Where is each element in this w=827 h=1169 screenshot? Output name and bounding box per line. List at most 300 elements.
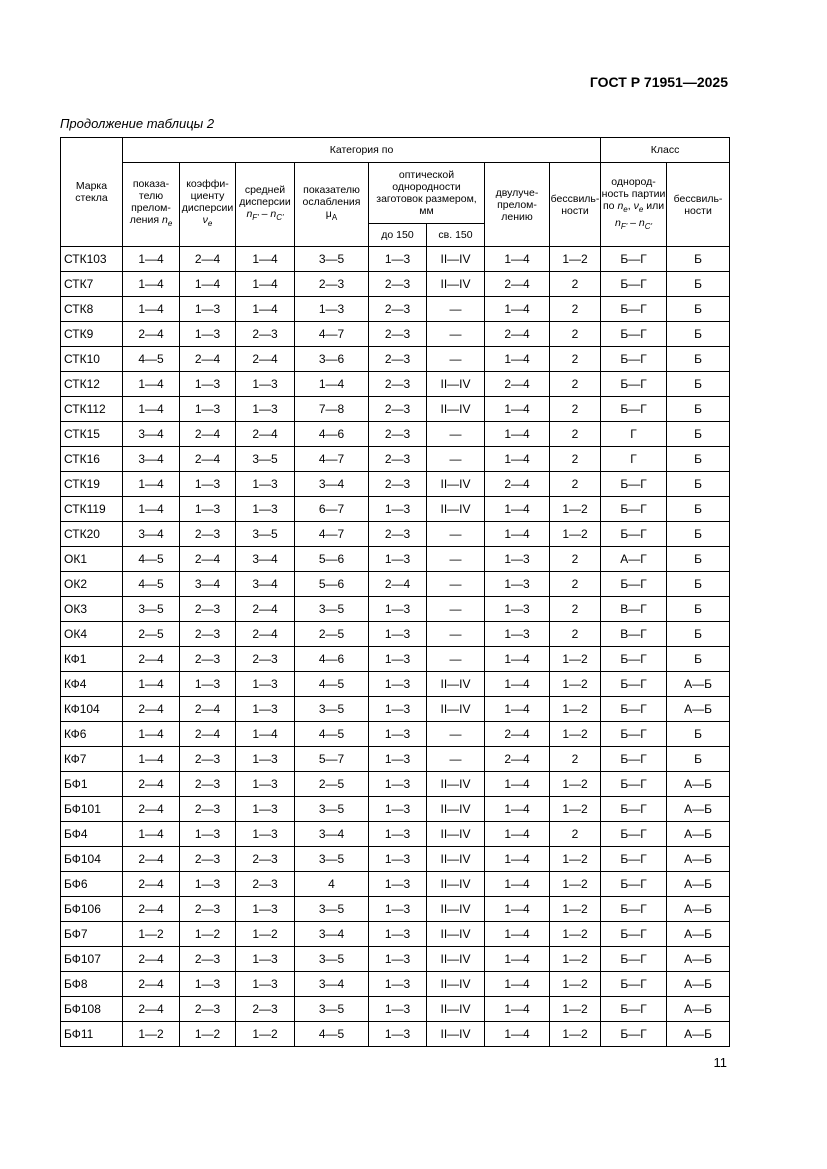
table-cell: 1—4 bbox=[485, 697, 550, 722]
table-cell: 1—3 bbox=[236, 797, 295, 822]
table-cell: 1—2 bbox=[550, 697, 601, 722]
table-cell: 1—3 bbox=[369, 847, 427, 872]
table-cell: 1—2 bbox=[550, 522, 601, 547]
table-cell: — bbox=[427, 622, 485, 647]
table-cell: Б bbox=[667, 497, 730, 522]
table-cell: 2—3 bbox=[369, 522, 427, 547]
table-cell: Б bbox=[667, 472, 730, 497]
table-cell: 4—7 bbox=[295, 447, 369, 472]
table-cell: 2—4 bbox=[123, 847, 180, 872]
table-cell: 1—4 bbox=[180, 272, 236, 297]
table-cell: 3—5 bbox=[295, 247, 369, 272]
header-optical-homogeneity: оптической однородности заготовок размером, мм bbox=[369, 163, 485, 224]
table-cell: 1—4 bbox=[485, 822, 550, 847]
header-attenuation: показателю ослабления $\mu_A$ bbox=[295, 163, 369, 247]
table-cell: Б bbox=[667, 722, 730, 747]
glass-brand-cell: БФ108 bbox=[61, 997, 123, 1022]
table-row bbox=[61, 697, 730, 722]
table-cell: 3—5 bbox=[295, 897, 369, 922]
header-class-group: Класс bbox=[601, 138, 730, 163]
table-cell: 1—2 bbox=[123, 1022, 180, 1047]
table-cell: Г bbox=[601, 422, 667, 447]
header-up-to-150: до 150 bbox=[369, 224, 427, 247]
table-cell: 3—5 bbox=[295, 997, 369, 1022]
glass-brand-cell: СТК16 bbox=[61, 447, 123, 472]
table-cell: 1—3 bbox=[236, 672, 295, 697]
table-row bbox=[61, 897, 730, 922]
table-cell: 2—4 bbox=[485, 747, 550, 772]
table-cell: 2 bbox=[550, 272, 601, 297]
header-dispersion-coefficient: коэффициенту дисперсии $\nu_e$ bbox=[180, 163, 236, 247]
table-cell: 2—4 bbox=[180, 422, 236, 447]
table-cell: Б bbox=[667, 597, 730, 622]
glass-brand-cell: СТК10 bbox=[61, 347, 123, 372]
table-cell: Б—Г bbox=[601, 522, 667, 547]
table-cell: — bbox=[427, 522, 485, 547]
table-cell: 2—3 bbox=[369, 397, 427, 422]
table-cell: 1—2 bbox=[550, 647, 601, 672]
table-row bbox=[61, 247, 730, 272]
table-cell: 2 bbox=[550, 297, 601, 322]
glass-brand-cell: БФ8 bbox=[61, 972, 123, 997]
table-cell: 1—3 bbox=[236, 397, 295, 422]
table-row bbox=[61, 447, 730, 472]
table-cell: 1—4 bbox=[236, 297, 295, 322]
table-cell: Б bbox=[667, 422, 730, 447]
table-cell: Б bbox=[667, 297, 730, 322]
table-row bbox=[61, 397, 730, 422]
table-cell: 2—3 bbox=[369, 297, 427, 322]
table-cell: 1—4 bbox=[485, 672, 550, 697]
table-cell: II—IV bbox=[427, 472, 485, 497]
glass-brand-cell: КФ7 bbox=[61, 747, 123, 772]
table-cell: 2—4 bbox=[236, 422, 295, 447]
table-cell: 2—3 bbox=[180, 772, 236, 797]
table-cell: 1—2 bbox=[550, 722, 601, 747]
table-row bbox=[61, 347, 730, 372]
table-cell: — bbox=[427, 322, 485, 347]
table-cell: Б—Г bbox=[601, 572, 667, 597]
table-cell: 1—4 bbox=[123, 822, 180, 847]
table-cell: 1—3 bbox=[485, 597, 550, 622]
table-cell: II—IV bbox=[427, 997, 485, 1022]
table-cell: 1—3 bbox=[369, 722, 427, 747]
table-cell: 4—5 bbox=[123, 547, 180, 572]
glass-brand-cell: СТК103 bbox=[61, 247, 123, 272]
table-row bbox=[61, 322, 730, 347]
table-cell: 1—3 bbox=[180, 972, 236, 997]
table-cell: 2—3 bbox=[369, 272, 427, 297]
table-cell: А—Б bbox=[667, 872, 730, 897]
table-cell: 1—3 bbox=[369, 897, 427, 922]
table-cell: II—IV bbox=[427, 847, 485, 872]
table-cell: Б bbox=[667, 372, 730, 397]
table-cell: Б bbox=[667, 447, 730, 472]
table-cell: 3—5 bbox=[295, 847, 369, 872]
table-body bbox=[61, 247, 730, 1047]
table-cell: 3—4 bbox=[236, 547, 295, 572]
header-birefringence: двулучепреломлению bbox=[485, 163, 550, 247]
table-cell: 5—6 bbox=[295, 547, 369, 572]
table-cell: 2—3 bbox=[180, 997, 236, 1022]
table-cell: А—Б bbox=[667, 1022, 730, 1047]
table-cell: 2 bbox=[550, 447, 601, 472]
table-cell: 1—4 bbox=[485, 772, 550, 797]
table-cell: 1—4 bbox=[123, 397, 180, 422]
table-cell: 1—2 bbox=[550, 797, 601, 822]
table-row bbox=[61, 997, 730, 1022]
table-cell: 4—5 bbox=[123, 347, 180, 372]
table-row bbox=[61, 572, 730, 597]
table-cell: 1—3 bbox=[236, 472, 295, 497]
table-cell: II—IV bbox=[427, 972, 485, 997]
table-row bbox=[61, 947, 730, 972]
table-cell: 2—3 bbox=[236, 997, 295, 1022]
table-cell: 2—3 bbox=[180, 597, 236, 622]
table-cell: Б—Г bbox=[601, 372, 667, 397]
table-cell: А—Б bbox=[667, 997, 730, 1022]
table-cell: 1—3 bbox=[236, 972, 295, 997]
table-cell: 1—3 bbox=[180, 322, 236, 347]
table-row bbox=[61, 622, 730, 647]
table-cell: 1—3 bbox=[485, 572, 550, 597]
table-cell: 3—4 bbox=[295, 472, 369, 497]
table-cell: 1—4 bbox=[123, 272, 180, 297]
table-row bbox=[61, 297, 730, 322]
table-row bbox=[61, 597, 730, 622]
glass-brand-cell: БФ106 bbox=[61, 897, 123, 922]
table-cell: 2—3 bbox=[236, 322, 295, 347]
table-cell: — bbox=[427, 347, 485, 372]
table-cell: II—IV bbox=[427, 372, 485, 397]
table-cell: 1—2 bbox=[550, 772, 601, 797]
table-cell: 1—2 bbox=[550, 672, 601, 697]
table-cell: 2 bbox=[550, 822, 601, 847]
table-row bbox=[61, 1022, 730, 1047]
table-cell: 1—4 bbox=[123, 372, 180, 397]
glass-brand-cell: СТК112 bbox=[61, 397, 123, 422]
table-cell: 2—4 bbox=[123, 997, 180, 1022]
table-cell: 1—4 bbox=[485, 247, 550, 272]
table-cell: 2—3 bbox=[369, 422, 427, 447]
table-cell: 1—4 bbox=[485, 1022, 550, 1047]
table-cell: 1—4 bbox=[123, 247, 180, 272]
glass-brand-cell: КФ6 bbox=[61, 722, 123, 747]
table-cell: 1—4 bbox=[485, 447, 550, 472]
glass-brand-cell: СТК20 bbox=[61, 522, 123, 547]
table-cell: 4—5 bbox=[123, 572, 180, 597]
table-cell: Б—Г bbox=[601, 497, 667, 522]
table-cell: Б—Г bbox=[601, 747, 667, 772]
table-cell: 1—2 bbox=[550, 922, 601, 947]
glass-brand-cell: КФ4 bbox=[61, 672, 123, 697]
table-cell: Б—Г bbox=[601, 822, 667, 847]
table-cell: 2—4 bbox=[123, 647, 180, 672]
table-cell: 3—5 bbox=[295, 597, 369, 622]
table-cell: 1—4 bbox=[123, 747, 180, 772]
glass-brand-cell: СТК8 bbox=[61, 297, 123, 322]
table-row bbox=[61, 822, 730, 847]
table-cell: 1—3 bbox=[180, 397, 236, 422]
table-cell: 1—3 bbox=[369, 1022, 427, 1047]
glass-brand-cell: СТК19 bbox=[61, 472, 123, 497]
table-row bbox=[61, 672, 730, 697]
glass-brand-cell: БФ104 bbox=[61, 847, 123, 872]
table-cell: 2—4 bbox=[236, 622, 295, 647]
table-cell: 3—4 bbox=[123, 447, 180, 472]
table-cell: 1—4 bbox=[236, 247, 295, 272]
glass-brand-cell: ОК4 bbox=[61, 622, 123, 647]
table-cell: 1—3 bbox=[236, 372, 295, 397]
table-cell: 2—4 bbox=[123, 322, 180, 347]
glass-brand-cell: БФ4 bbox=[61, 822, 123, 847]
header-over-150: св. 150 bbox=[427, 224, 485, 247]
table-cell: 1—4 bbox=[485, 497, 550, 522]
table-cell: А—Б bbox=[667, 697, 730, 722]
table-cell: Б—Г bbox=[601, 947, 667, 972]
table-cell: II—IV bbox=[427, 822, 485, 847]
glass-brand-cell: БФ1 bbox=[61, 772, 123, 797]
table-cell: 3—5 bbox=[236, 522, 295, 547]
table-cell: II—IV bbox=[427, 922, 485, 947]
table-cell: 1—3 bbox=[236, 772, 295, 797]
table-cell: II—IV bbox=[427, 672, 485, 697]
table-cell: 2—4 bbox=[180, 447, 236, 472]
table-cell: 2—3 bbox=[369, 322, 427, 347]
table-cell: 1—2 bbox=[550, 947, 601, 972]
table-cell: — bbox=[427, 647, 485, 672]
table-cell: Б—Г bbox=[601, 697, 667, 722]
table-cell: II—IV bbox=[427, 397, 485, 422]
table-cell: Б bbox=[667, 272, 730, 297]
table-cell: 3—6 bbox=[295, 347, 369, 372]
table-cell: 1—3 bbox=[180, 822, 236, 847]
table-cell: 2—4 bbox=[485, 272, 550, 297]
table-cell: А—Б bbox=[667, 897, 730, 922]
table-cell: 2—4 bbox=[236, 347, 295, 372]
table-row bbox=[61, 522, 730, 547]
table-cell: 1—4 bbox=[236, 272, 295, 297]
table-cell: — bbox=[427, 572, 485, 597]
table-cell: Б—Г bbox=[601, 672, 667, 697]
glass-brand-cell: БФ101 bbox=[61, 797, 123, 822]
table-cell: 1—3 bbox=[180, 497, 236, 522]
table-cell: 1—2 bbox=[550, 247, 601, 272]
table-cell: 2—4 bbox=[123, 772, 180, 797]
table-cell: 2—3 bbox=[369, 447, 427, 472]
table-cell: 1—3 bbox=[369, 822, 427, 847]
table-cell: 1—3 bbox=[180, 297, 236, 322]
table-cell: 2—4 bbox=[123, 947, 180, 972]
table-cell: 1—4 bbox=[123, 297, 180, 322]
table-cell: 2 bbox=[550, 472, 601, 497]
header-class-bubbles: бессвильности bbox=[667, 163, 730, 247]
header-category-group: Категория по bbox=[123, 138, 601, 163]
table-cell: 1—3 bbox=[369, 622, 427, 647]
table-cell: 7—8 bbox=[295, 397, 369, 422]
table-cell: 1—3 bbox=[369, 947, 427, 972]
table-cell: 1—3 bbox=[295, 297, 369, 322]
table-cell: Б—Г bbox=[601, 722, 667, 747]
table-row bbox=[61, 847, 730, 872]
glass-brand-cell: КФ104 bbox=[61, 697, 123, 722]
page-number: 11 bbox=[713, 1055, 727, 1070]
table-cell: 2—3 bbox=[236, 647, 295, 672]
table-cell: Б—Г bbox=[601, 797, 667, 822]
table-cell: — bbox=[427, 747, 485, 772]
table-cell: 2 bbox=[550, 622, 601, 647]
table-cell: 1—3 bbox=[236, 947, 295, 972]
table-cell: 2—4 bbox=[180, 697, 236, 722]
table-cell: Б—Г bbox=[601, 297, 667, 322]
table-cell: 2—3 bbox=[180, 897, 236, 922]
table-cell: А—Б bbox=[667, 972, 730, 997]
table-cell: 1—3 bbox=[369, 972, 427, 997]
table-cell: 2—4 bbox=[485, 472, 550, 497]
table-cell: — bbox=[427, 722, 485, 747]
table-cell: II—IV bbox=[427, 772, 485, 797]
table-cell: 2—4 bbox=[123, 972, 180, 997]
table-cell: А—Б bbox=[667, 922, 730, 947]
header-bubbles: бессвильности bbox=[550, 163, 601, 247]
table-cell: 1—4 bbox=[485, 922, 550, 947]
table-cell: 2—5 bbox=[295, 622, 369, 647]
table-cell: 1—3 bbox=[369, 697, 427, 722]
table-cell: II—IV bbox=[427, 247, 485, 272]
glass-brand-cell: СТК9 bbox=[61, 322, 123, 347]
table-cell: 1—2 bbox=[550, 897, 601, 922]
table-cell: 1—3 bbox=[369, 797, 427, 822]
table-cell: 4 bbox=[295, 872, 369, 897]
table-cell: 2—4 bbox=[180, 722, 236, 747]
table-cell: 2 bbox=[550, 322, 601, 347]
table-row bbox=[61, 922, 730, 947]
table-cell: Б bbox=[667, 572, 730, 597]
glass-category-table bbox=[60, 137, 730, 1047]
table-row bbox=[61, 647, 730, 672]
table-cell: 2 bbox=[550, 372, 601, 397]
table-cell: В—Г bbox=[601, 597, 667, 622]
table-cell: 3—5 bbox=[123, 597, 180, 622]
table-cell: Б—Г bbox=[601, 872, 667, 897]
table-cell: 2—3 bbox=[180, 747, 236, 772]
table-cell: 1—4 bbox=[485, 422, 550, 447]
table-cell: 3—4 bbox=[295, 822, 369, 847]
table-cell: 1—2 bbox=[180, 922, 236, 947]
table-cell: 2—3 bbox=[295, 272, 369, 297]
table-cell: 3—4 bbox=[295, 922, 369, 947]
table-cell: Б—Г bbox=[601, 972, 667, 997]
table-cell: 1—2 bbox=[550, 497, 601, 522]
glass-brand-cell: СТК15 bbox=[61, 422, 123, 447]
table-cell: 1—3 bbox=[236, 822, 295, 847]
table-cell: А—Б bbox=[667, 797, 730, 822]
table-cell: 1—3 bbox=[369, 997, 427, 1022]
table-cell: 1—3 bbox=[369, 647, 427, 672]
table-cell: Б bbox=[667, 347, 730, 372]
table-row bbox=[61, 497, 730, 522]
table-cell: В—Г bbox=[601, 622, 667, 647]
table-cell: Б—Г bbox=[601, 247, 667, 272]
table-caption: Продолжение таблицы 2 bbox=[60, 116, 215, 131]
table-cell: 1—3 bbox=[236, 697, 295, 722]
table-cell: 1—2 bbox=[550, 1022, 601, 1047]
header-batch-homogeneity: однородность партии по $n_e$, $\nu_e$ или $n_{F'} - n_{C'}$ bbox=[601, 163, 667, 247]
table-cell: 2—4 bbox=[369, 572, 427, 597]
table-cell: 2—4 bbox=[180, 547, 236, 572]
glass-brand-cell: СТК119 bbox=[61, 497, 123, 522]
table-row bbox=[61, 797, 730, 822]
header-brand: Марка стекла bbox=[61, 138, 123, 247]
table-cell: 2—4 bbox=[123, 697, 180, 722]
table-cell: Б—Г bbox=[601, 397, 667, 422]
table-cell: 1—4 bbox=[485, 997, 550, 1022]
table-cell: 4—5 bbox=[295, 672, 369, 697]
table-row bbox=[61, 722, 730, 747]
table-cell: 1—4 bbox=[485, 647, 550, 672]
table-cell: 1—3 bbox=[369, 747, 427, 772]
table-cell: 1—4 bbox=[485, 897, 550, 922]
table-cell: 1—2 bbox=[550, 972, 601, 997]
glass-brand-cell: СТК7 bbox=[61, 272, 123, 297]
table-cell: А—Б bbox=[667, 847, 730, 872]
table-cell: — bbox=[427, 297, 485, 322]
table-cell: 1—3 bbox=[369, 922, 427, 947]
table-cell: Б—Г bbox=[601, 347, 667, 372]
table-cell: Б bbox=[667, 522, 730, 547]
table-cell: II—IV bbox=[427, 1022, 485, 1047]
table-cell: 2—4 bbox=[485, 372, 550, 397]
table-cell: 1—4 bbox=[485, 847, 550, 872]
table-cell: 1—3 bbox=[369, 872, 427, 897]
table-cell: 1—4 bbox=[485, 872, 550, 897]
table-cell: 1—4 bbox=[485, 347, 550, 372]
table-cell: А—Б bbox=[667, 822, 730, 847]
table-cell: 1—2 bbox=[550, 847, 601, 872]
table-cell: 5—6 bbox=[295, 572, 369, 597]
glass-brand-cell: КФ1 bbox=[61, 647, 123, 672]
table-cell: II—IV bbox=[427, 272, 485, 297]
table-cell: 2—3 bbox=[180, 797, 236, 822]
table-cell: Б—Г bbox=[601, 322, 667, 347]
table-cell: II—IV bbox=[427, 697, 485, 722]
table-cell: — bbox=[427, 547, 485, 572]
table-cell: 2—4 bbox=[123, 872, 180, 897]
table-cell: Б—Г bbox=[601, 897, 667, 922]
table-cell: 1—3 bbox=[236, 747, 295, 772]
table-cell: Б bbox=[667, 647, 730, 672]
table-row bbox=[61, 472, 730, 497]
table-cell: 2 bbox=[550, 572, 601, 597]
table-cell: 1—4 bbox=[485, 522, 550, 547]
table-cell: 1—4 bbox=[485, 397, 550, 422]
table-cell: Б—Г bbox=[601, 472, 667, 497]
glass-brand-cell: БФ11 bbox=[61, 1022, 123, 1047]
table-row bbox=[61, 972, 730, 997]
table-cell: II—IV bbox=[427, 897, 485, 922]
table-cell: А—Б bbox=[667, 772, 730, 797]
table-row bbox=[61, 272, 730, 297]
table-cell: 2—4 bbox=[180, 347, 236, 372]
table-cell: 4—5 bbox=[295, 722, 369, 747]
table-cell: — bbox=[427, 422, 485, 447]
table-cell: Б—Г bbox=[601, 272, 667, 297]
table-cell: 2 bbox=[550, 747, 601, 772]
table-cell: 2—4 bbox=[123, 897, 180, 922]
table-cell: 1—4 bbox=[123, 472, 180, 497]
table-cell: 2—3 bbox=[180, 847, 236, 872]
table-cell: 2—3 bbox=[369, 347, 427, 372]
